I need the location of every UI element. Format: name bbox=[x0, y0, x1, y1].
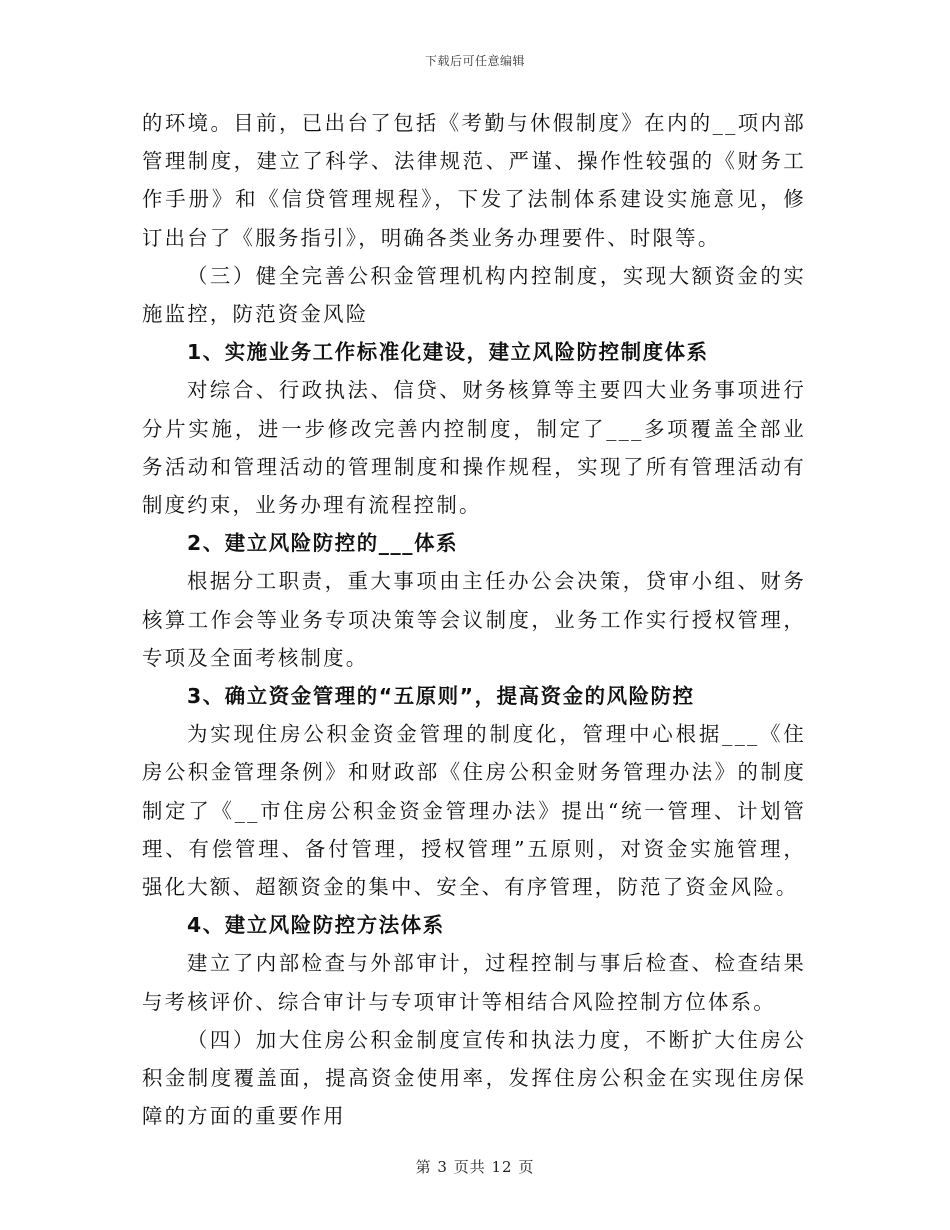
section-heading-3: （三）健全完善公积金管理机构内控制度，实现大额资金的实施监控，防范资金风险 bbox=[142, 263, 806, 327]
paragraph-3: 为实现住房公积金资金管理的制度化，管理中心根据___《住房公积金管理条例》和财政部《住房公积金财务管理办法》的制度制定了《__市住房公积金资金管理办法》提出“统一管理、计划管理、有偿管理、备付管理，授权管理”五原则，对资金实施管理，强化大额、超额资金的集中、安全、有序管理，防范了资金风险。 bbox=[142, 722, 806, 900]
paragraph-continuation: 的环境。目前，已出台了包括《考勤与休假制度》在内的__项内部管理制度，建立了科学、法律规范、严谨、操作性较强的《财务工作手册》和《信贷管理规程》，下发了法制体系建设实施意见，修订出台了《服务指引》，明确各类业务办理要件、时限等。 bbox=[142, 111, 806, 250]
page-number: 第 3 页共 12 页 bbox=[415, 1158, 535, 1176]
paragraph-4: 建立了内部检查与外部审计，过程控制与事后检查、检查结果与考核评价、综合审计与专项审计等相结合风险控制方位体系。 bbox=[142, 951, 806, 1014]
paragraph-1: 对综合、行政执法、信贷、财务核算等主要四大业务事项进行分片实施，进一步修改完善内控制度，制定了___多项覆盖全部业务活动和管理活动的管理制度和操作规程，实现了所有管理活动有制度约束，业务办理有流程控制。 bbox=[142, 378, 806, 518]
subheading-3: 3、确立资金管理的“五原则”，提高资金的风险防控 bbox=[187, 684, 695, 709]
subheading-1: 1、实施业务工作标准化建设，建立风险防控制度体系 bbox=[187, 340, 709, 365]
paragraph-2: 根据分工职责，重大事项由主任办公会决策，贷审小组、财务核算工作会等业务专项决策等会议制度，业务工作实行授权管理，专项及全面考核制度。 bbox=[142, 569, 806, 670]
subheading-2: 2、建立风险防控的___体系 bbox=[187, 531, 459, 556]
document-body bbox=[142, 104, 806, 1135]
section-heading-4: （四）加大住房公积金制度宣传和执法力度，不断扩大住房公积金制度覆盖面，提高资金使用率，发挥住房公积金在实现住房保障的方面的重要作用 bbox=[142, 1027, 806, 1129]
subheading-4: 4、建立风险防控方法体系 bbox=[187, 913, 445, 938]
page-header: 下载后可任意编辑 bbox=[424, 54, 525, 68]
